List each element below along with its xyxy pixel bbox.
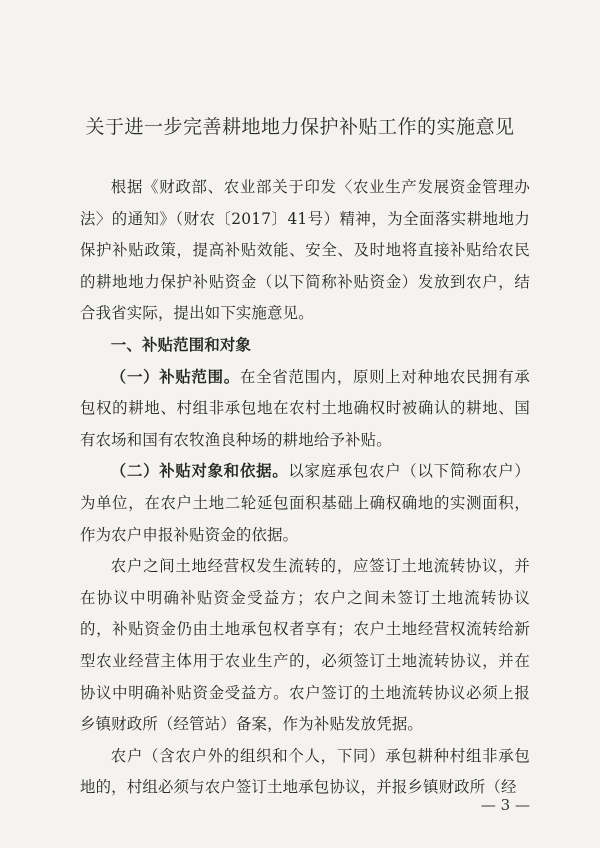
transfer-paragraph: 农户之间土地经营权发生流转的，应签订土地流转协议，并在协议中明确补贴资金受益方；农户之间未签订土地流转协议的，补贴资金仍由土地承包权者享有；农户土地经营权流转给新型农业经营主体用于农业生产的，必须签订土地流转协议，并在协议中明确补贴资金受益方。农户签订的土地流转协议必须上报乡镇财政所（经管站）备案，作为补贴发放凭据。 [80,557,530,734]
item-scope-label: （一）补贴范围。 [110,367,240,386]
item-scope-text: 在全省范围内，原则上对种地农民拥有承包权的耕地、村组非承包地在农村土地确权时被确认的耕地、国有农场和国有农牧渔良种场的耕地给予补贴。 [80,367,530,449]
last-paragraph: 农户（含农户外的组织和个人，下同）承包耕种村组非承包地的，村组必须与农户签订土地承包协议，并报乡镇财政所（经 [80,746,530,797]
item-target-text: 以家庭承包农户（以下简称农户）为单位，在农户土地二轮延包面积基础上确权确地的实测面积，作为农户申报补贴资金的依据。 [80,462,530,544]
item-target-label: （二）补贴对象和依据。 [110,462,289,481]
item-scope-paragraph [80,362,530,457]
document-body [80,172,530,804]
section-heading: 一、补贴范围和对象 [110,335,252,354]
document-title: 关于进一步完善耕地地力保护补贴工作的实施意见 [85,116,515,138]
page-number: — 3 — [480,796,530,814]
intro-paragraph: 根据《财政部、农业部关于印发〈农业生产发展资金管理办法〉的通知》（财农〔2017〕41号）精神，为全面落实耕地地力保护补贴政策，提高补贴效能、安全、及时地将直接补贴给农民的耕地地力保护补贴资金（以下简称补贴资金）发放到农户，结合我省实际，提出如下实施意见。 [80,178,530,323]
item-target-paragraph [80,456,530,551]
